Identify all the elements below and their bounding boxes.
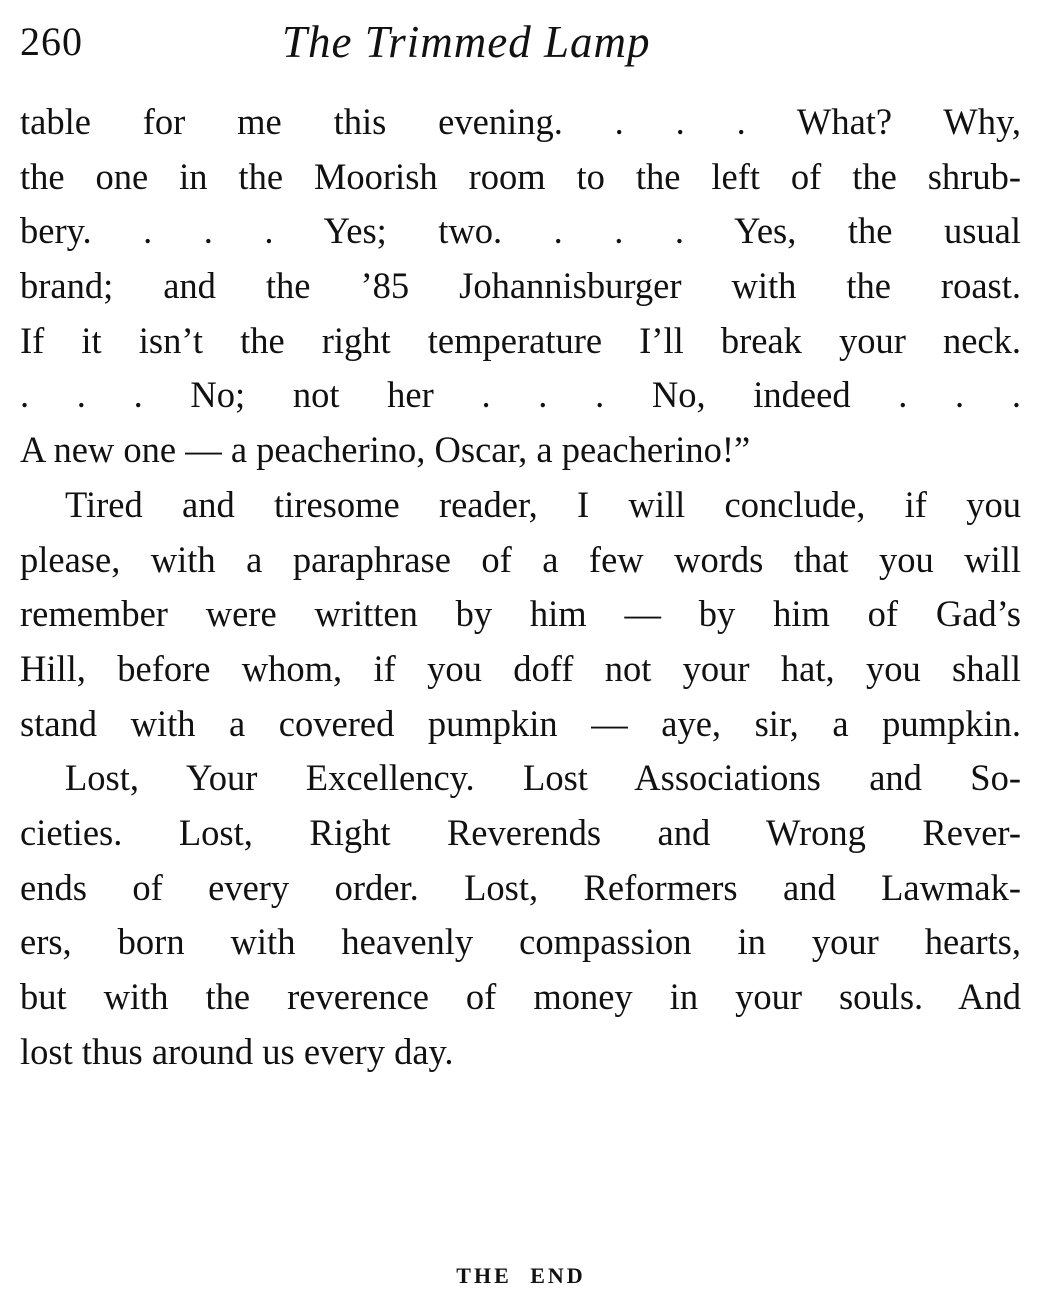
text-line: lost thus around us every day. (20, 1030, 454, 1072)
body-text (20, 95, 1021, 1079)
text-line: the one in the Moorish room to the left of the shrub- (20, 155, 1021, 197)
text-line: If it isn’t the right temperature I’ll break your neck. (20, 319, 1021, 361)
text-line: brand; and the ’85 Johannisburger with the roast. (20, 265, 1021, 307)
running-title: The Trimmed Lamp (282, 17, 651, 67)
text-line: cieties. Lost, Right Reverends and Wrong Rever- (20, 811, 1021, 853)
text-line: Hill, before whom, if you doff not your hat, you shall (20, 647, 1021, 689)
text-line: but with the reverence of money in your souls. And (20, 976, 1021, 1017)
text-line: table for me this evening. . . . What? Why, (20, 101, 1021, 142)
text-line: ends of every order. Lost, Reformers and Lawmak- (20, 866, 1021, 908)
text-line: A new one — a peacherino, Oscar, a peacherino!” (20, 429, 751, 471)
paragraph-start-line: Lost, Your Excellency. Lost Associations and So- (65, 757, 1021, 799)
paragraph-start-line: Tired and tiresome reader, I will conclude, if you (65, 483, 1021, 525)
page-header (20, 12, 1020, 82)
text-line: stand with a covered pumpkin — aye, sir, a pumpkin. (20, 702, 1021, 744)
page-number: 260 (20, 19, 83, 64)
text-line: bery. . . . Yes; two. . . . Yes, the usual (20, 210, 1021, 252)
text-line: ers, born with heavenly compassion in your hearts, (20, 921, 1021, 963)
text-line: please, with a paraphrase of a few words that you will (20, 538, 1021, 580)
text-line: . . . No; not her . . . No, indeed . . . (20, 374, 1021, 416)
the-end-mark: THE END (456, 1263, 586, 1288)
text-line: remember were written by him — by him of Gad’s (20, 593, 1021, 635)
